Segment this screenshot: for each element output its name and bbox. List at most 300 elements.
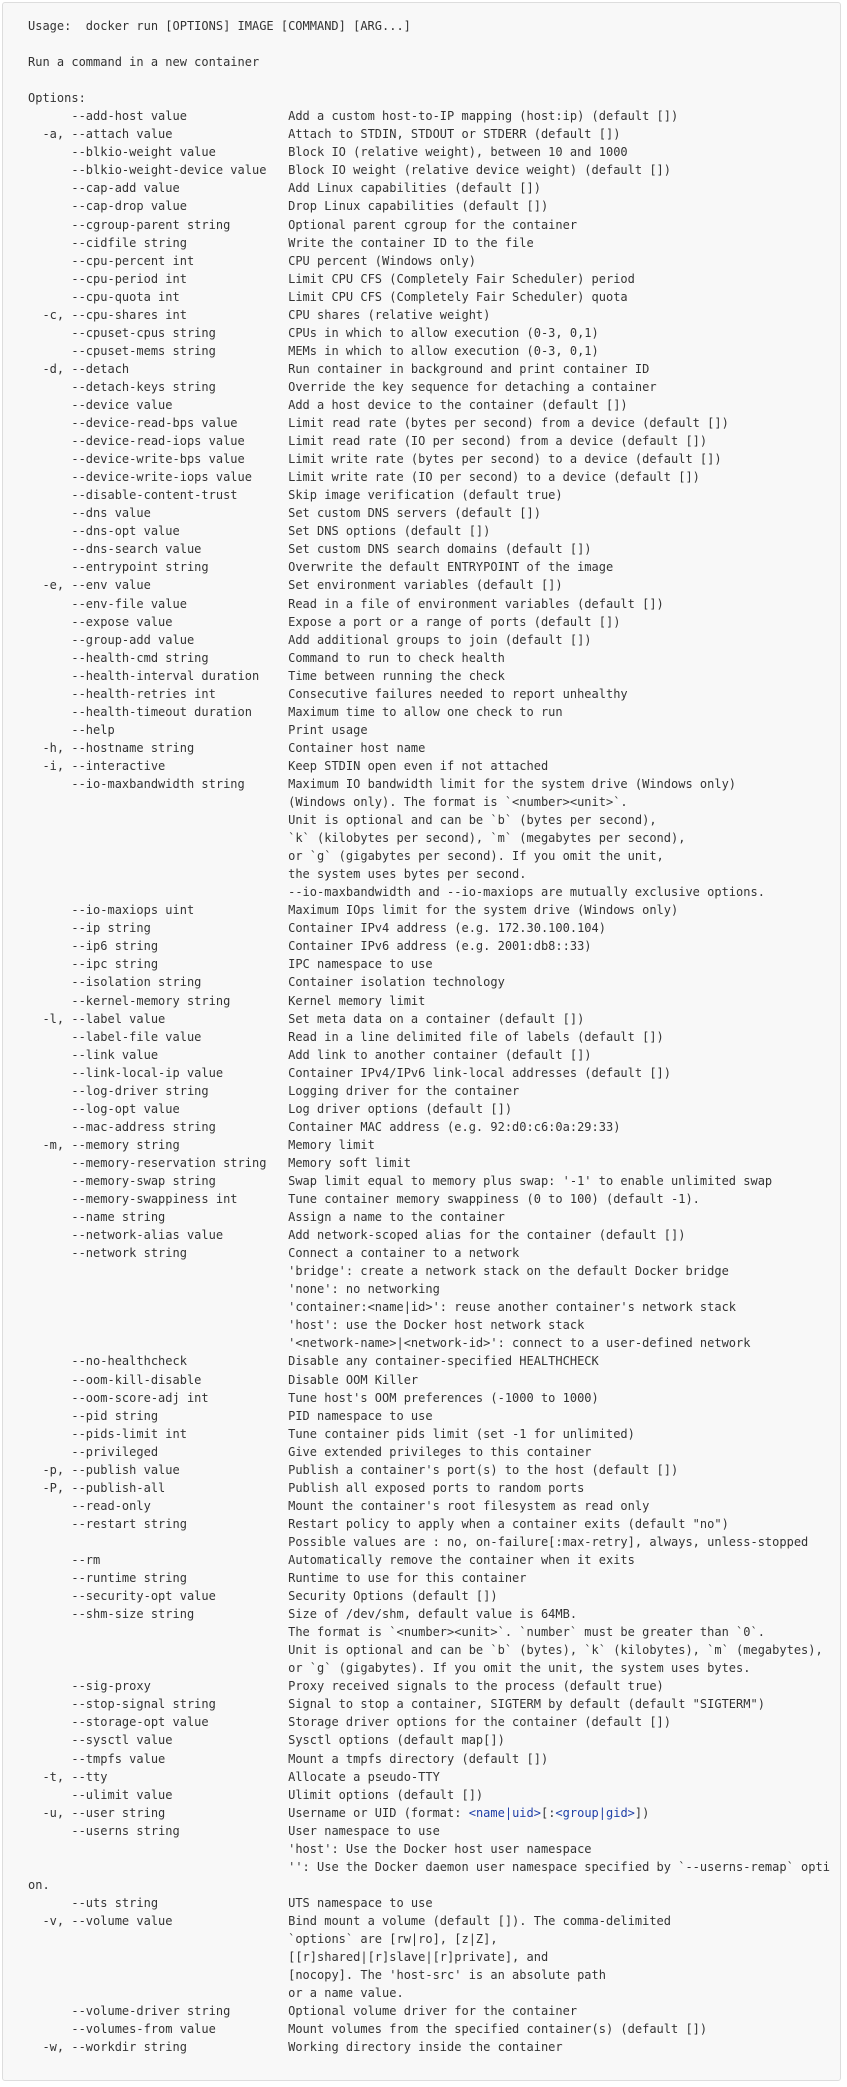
option-description: Run container in background and print container ID: [288, 361, 650, 376]
option-flag: --link value: [28, 1047, 289, 1062]
option-flag: --dns-opt value: [28, 524, 289, 539]
option-flag: --group-add value: [28, 632, 289, 647]
option-description: --io-maxbandwidth and --io-maxiops are mutually exclusive options.: [288, 885, 765, 900]
option-row: [28, 504, 840, 522]
option-row: [28, 1569, 840, 1587]
option-flag: [28, 1950, 288, 1964]
option-description: Add a host device to the container (default []): [288, 397, 628, 412]
option-row: [28, 1371, 840, 1389]
option-description: Add Linux capabilities (default []): [288, 181, 541, 196]
option-row: [28, 1479, 840, 1497]
option-description: Publish all exposed ports to random ports: [288, 1480, 585, 1495]
option-flag: --ip6 string: [28, 939, 289, 954]
option-row: [28, 1136, 840, 1154]
option-flag: --env-file value: [28, 596, 289, 611]
option-row: [28, 1443, 840, 1461]
placeholder-token: <group|gid>: [555, 1805, 635, 1820]
option-row: [28, 1894, 840, 1912]
option-description: PID namespace to use: [288, 1408, 433, 1423]
option-description: on.: [28, 1877, 50, 1892]
option-description: Sysctl options (default map[]): [288, 1733, 505, 1748]
option-flag: [28, 1336, 288, 1350]
option-flag: [28, 1625, 288, 1639]
option-flag: [28, 1643, 288, 1657]
option-description: Command to run to check health: [288, 650, 505, 665]
option-description: Limit CPU CFS (Completely Fair Scheduler) quota: [288, 289, 628, 304]
option-description: Unit is optional and can be `b` (bytes), `k` (kilobytes), `m` (megabytes),: [288, 1643, 823, 1658]
option-description: Drop Linux capabilities (default []): [288, 199, 549, 214]
option-flag: --ip string: [28, 921, 289, 936]
option-flag: -a, --attach value: [28, 127, 289, 142]
option-description: Tune host's OOM preferences (-1000 to 1000): [288, 1390, 599, 1405]
option-row: [28, 1858, 840, 1876]
option-row: [28, 1100, 840, 1118]
option-row: [28, 1244, 840, 1262]
option-row: [28, 1930, 840, 1948]
option-flag: --entrypoint string: [28, 560, 289, 575]
option-description: Kernel memory limit: [288, 993, 426, 1008]
option-flag: [28, 1932, 288, 1946]
option-row: [28, 576, 840, 594]
option-row: [28, 1804, 840, 1822]
option-flag: -l, --label value: [28, 1011, 289, 1026]
option-description: `k` (kilobytes per second), `m` (megabytes per second),: [288, 831, 686, 846]
option-description: Disable any container-specified HEALTHCHECK: [288, 1354, 599, 1369]
option-flag: [28, 849, 288, 863]
option-flag: --help: [28, 722, 289, 737]
option-row: [28, 649, 840, 667]
option-row: [28, 739, 840, 757]
option-description: Read in a file of environment variables (default []): [288, 596, 664, 611]
usage-line: Usage: docker run [OPTIONS] IMAGE [COMMAND] [ARG...]: [28, 19, 411, 33]
option-flag: --rm: [28, 1552, 289, 1567]
option-flag: --health-interval duration: [28, 668, 289, 683]
option-row: [28, 1966, 840, 1984]
option-row: [28, 161, 840, 179]
option-description: Set environment variables (default []): [288, 578, 563, 593]
option-row: [28, 342, 840, 360]
option-row: [28, 288, 840, 306]
option-row: [28, 1352, 840, 1370]
option-row: [28, 252, 840, 270]
option-row: [28, 2020, 840, 2038]
option-description: Limit read rate (bytes per second) from a device (default []): [288, 416, 729, 431]
option-flag: --io-maxbandwidth string: [28, 776, 289, 791]
option-description: Memory soft limit: [288, 1155, 411, 1170]
option-flag: --no-healthcheck: [28, 1354, 289, 1369]
option-description: (Windows only). The format is `<number><unit>`.: [288, 795, 628, 810]
option-description: Set DNS options (default []): [288, 524, 491, 539]
option-row: [28, 811, 840, 829]
option-flag: --sysctl value: [28, 1733, 289, 1748]
option-row: [28, 1551, 840, 1569]
option-description: Attach to STDIN, STDOUT or STDERR (default []): [288, 127, 621, 142]
option-description: Block IO (relative weight), between 10 and 1000: [288, 145, 628, 160]
option-description: Possible values are : no, on-failure[:max-retry], always, unless-stopped: [288, 1534, 809, 1549]
option-description: Add network-scoped alias for the container (default []): [288, 1228, 686, 1243]
option-description: Mount volumes from the specified container(s) (default []): [288, 2022, 708, 2037]
option-flag: [28, 1535, 288, 1549]
option-flag: --stop-signal string: [28, 1697, 289, 1712]
option-row: [28, 1064, 840, 1082]
option-flag: [28, 1318, 288, 1332]
option-flag: --cap-add value: [28, 181, 289, 196]
option-flag: [28, 813, 288, 827]
option-description: Disable OOM Killer: [288, 1372, 419, 1387]
option-description: Print usage: [288, 722, 368, 737]
option-description: Username or UID (format: <name|uid>[:<group|gid>]): [288, 1805, 650, 1820]
option-flag: --ulimit value: [28, 1787, 289, 1802]
option-flag: -e, --env value: [28, 578, 289, 593]
option-row: [28, 1154, 840, 1172]
option-description: Give extended privileges to this container: [288, 1444, 592, 1459]
option-row: [28, 107, 840, 125]
option-description: Restart policy to apply when a container exits (default "no"): [288, 1516, 729, 1531]
blank-line: [28, 71, 840, 89]
option-flag: [28, 1842, 288, 1856]
option-description: Ulimit options (default []): [288, 1787, 484, 1802]
option-description: Swap limit equal to memory plus swap: '-1' to enable unlimited swap: [288, 1174, 773, 1188]
option-flag: -v, --volume value: [28, 1913, 289, 1928]
option-row: [28, 1659, 840, 1677]
option-row: [28, 432, 840, 450]
option-description: Mount the container's root filesystem as read only: [288, 1498, 650, 1513]
option-flag: --io-maxiops uint: [28, 903, 289, 918]
option-row: [28, 1786, 840, 1804]
option-row: [28, 486, 840, 504]
option-flag: --dns value: [28, 506, 289, 521]
option-row: [28, 1226, 840, 1244]
option-description: Limit CPU CFS (Completely Fair Scheduler) period: [288, 271, 635, 286]
option-description: Time between running the check: [288, 668, 505, 683]
option-flag: --add-host value: [28, 109, 289, 124]
option-row: [28, 1407, 840, 1425]
option-flag: --cpu-quota int: [28, 289, 289, 304]
option-description: Expose a port or a range of ports (default []): [288, 614, 621, 629]
option-flag: --blkio-weight-device value: [28, 163, 289, 178]
option-flag: --device value: [28, 397, 289, 412]
option-row: [28, 1948, 840, 1966]
option-flag: --health-cmd string: [28, 650, 289, 665]
option-row: [28, 667, 840, 685]
option-flag: --oom-score-adj int: [28, 1390, 289, 1405]
option-row: [28, 1695, 840, 1713]
option-row: [28, 1605, 840, 1623]
option-row: [28, 1316, 840, 1334]
option-flag: --log-opt value: [28, 1101, 289, 1116]
option-flag: --name string: [28, 1210, 289, 1225]
option-row: [28, 1497, 840, 1515]
option-row: [28, 685, 840, 703]
docker-run-help-code-block: [2, 2, 841, 2081]
option-row: [28, 1533, 840, 1551]
option-description: Skip image verification (default true): [288, 488, 563, 503]
option-row: [28, 1118, 840, 1136]
option-flag: -t, --tty: [28, 1769, 289, 1784]
blank-line: [28, 35, 840, 53]
options-list: [28, 107, 840, 2056]
options-header: Options:: [28, 91, 86, 106]
option-row: [28, 1262, 840, 1280]
option-description: Container IPv4 address (e.g. 172.30.100.104): [288, 921, 606, 936]
option-row: [28, 306, 840, 324]
option-flag: --tmpfs value: [28, 1751, 289, 1766]
option-flag: --restart string: [28, 1516, 289, 1531]
option-row: [28, 378, 840, 396]
option-flag: --sig-proxy: [28, 1679, 289, 1694]
option-description: 'none': no networking: [288, 1282, 440, 1297]
option-flag: --volumes-from value: [28, 2022, 289, 2037]
option-row: [28, 1713, 840, 1731]
option-flag: -p, --publish value: [28, 1462, 289, 1477]
option-row: [28, 468, 840, 486]
option-flag: --network string: [28, 1246, 289, 1261]
option-flag: --network-alias value: [28, 1228, 289, 1243]
option-description: Limit write rate (IO per second) to a device (default []): [288, 470, 700, 485]
option-row: [28, 1298, 840, 1316]
option-row: [28, 234, 840, 252]
option-row: [28, 1623, 840, 1641]
option-description: Proxy received signals to the process (default true): [288, 1679, 664, 1694]
option-description: 'container:<name|id>': reuse another container's network stack: [288, 1300, 737, 1315]
option-description: CPU shares (relative weight): [288, 307, 491, 322]
option-flag: -w, --workdir string: [28, 2040, 289, 2055]
option-flag: --ipc string: [28, 957, 289, 972]
option-row: [28, 540, 840, 558]
option-description: Bind mount a volume (default []). The comma-delimited: [288, 1913, 671, 1928]
option-row: [28, 1461, 840, 1479]
option-flag: -i, --interactive: [28, 758, 289, 773]
option-description: MEMs in which to allow execution (0-3, 0,1): [288, 343, 599, 358]
option-row: [28, 197, 840, 215]
option-description: Allocate a pseudo-TTY: [288, 1769, 440, 1784]
option-description: '': Use the Docker daemon user namespace specified by `--userns-remap` opti: [288, 1859, 830, 1874]
option-description: Limit write rate (bytes per second) to a device (default []): [288, 452, 722, 467]
option-description: Add link to another container (default []): [288, 1047, 592, 1062]
option-description: 'host': Use the Docker host user namespace: [288, 1841, 592, 1856]
option-flag: --blkio-weight value: [28, 145, 289, 160]
option-flag: --device-read-iops value: [28, 434, 289, 449]
option-row: [28, 937, 840, 955]
option-row: [28, 1731, 840, 1749]
option-flag: [28, 831, 288, 845]
option-description: Signal to stop a container, SIGTERM by default (default "SIGTERM"): [288, 1697, 765, 1712]
option-description: Read in a line delimited file of labels (default []): [288, 1029, 664, 1044]
option-flag: --volume-driver string: [28, 2004, 289, 2019]
option-flag: --cpuset-mems string: [28, 343, 289, 358]
option-row: [28, 1515, 840, 1533]
command-description: Run a command in a new container: [28, 55, 260, 70]
option-description: '<network-name>|<network-id>': connect to a user-defined network: [288, 1336, 751, 1351]
option-row: [28, 992, 840, 1010]
option-flag: --expose value: [28, 614, 289, 629]
option-description: Tune container pids limit (set -1 for unlimited): [288, 1426, 635, 1441]
option-row: [28, 793, 840, 811]
option-row: [28, 143, 840, 161]
option-flag: [28, 867, 288, 881]
option-flag: --dns-search value: [28, 542, 289, 557]
option-description: Logging driver for the container: [288, 1083, 520, 1098]
option-row: [28, 1984, 840, 2002]
option-row: [28, 1840, 840, 1858]
option-flag: -h, --hostname string: [28, 740, 289, 755]
option-row: [28, 1822, 840, 1840]
option-row: [28, 1425, 840, 1443]
option-description: Write the container ID to the file: [288, 235, 534, 250]
option-row: [28, 775, 840, 793]
option-flag: [28, 1661, 288, 1675]
option-description: [nocopy]. The 'host-src' is an absolute path: [288, 1968, 606, 1983]
option-description: Log driver options (default []): [288, 1101, 513, 1116]
option-description: 'host': use the Docker host network stack: [288, 1318, 585, 1333]
option-description: Container isolation technology: [288, 975, 505, 990]
option-flag: --isolation string: [28, 975, 289, 990]
option-flag: -m, --memory string: [28, 1137, 289, 1152]
option-row: [28, 1389, 840, 1407]
option-flag: [28, 1282, 288, 1296]
option-description: Add additional groups to join (default []): [288, 632, 592, 647]
option-description: UTS namespace to use: [288, 1895, 433, 1910]
option-flag: --cpu-percent int: [28, 253, 289, 268]
option-row: [28, 1768, 840, 1786]
option-flag: --device-write-bps value: [28, 452, 289, 467]
option-flag: --cidfile string: [28, 235, 289, 250]
option-description: Container MAC address (e.g. 92:d0:c6:0a:29:33): [288, 1119, 621, 1134]
option-row: [28, 1280, 840, 1298]
option-flag: --oom-kill-disable: [28, 1372, 289, 1387]
option-flag: --userns string: [28, 1823, 289, 1838]
option-description: Overwrite the default ENTRYPOINT of the image: [288, 560, 614, 575]
option-row: [28, 1641, 840, 1659]
option-description: Maximum time to allow one check to run: [288, 704, 563, 719]
option-description: Limit read rate (IO per second) from a device (default []): [288, 434, 708, 449]
option-description: Size of /dev/shm, default value is 64MB.: [288, 1607, 578, 1622]
option-row: [28, 179, 840, 197]
option-description: Unit is optional and can be `b` (bytes per second),: [288, 813, 657, 828]
option-row: [28, 522, 840, 540]
option-row: [28, 396, 840, 414]
option-row: [28, 919, 840, 937]
option-description: Security Options (default []): [288, 1589, 498, 1604]
option-flag: --memory-reservation string: [28, 1155, 289, 1170]
option-flag: --disable-content-trust: [28, 488, 289, 503]
option-description: CPUs in which to allow execution (0-3, 0,1): [288, 325, 599, 340]
option-row: [28, 1677, 840, 1695]
option-row: [28, 1028, 840, 1046]
option-flag: -c, --cpu-shares int: [28, 307, 289, 322]
option-row: [28, 721, 840, 739]
option-row: [28, 216, 840, 234]
option-description: Consecutive failures needed to report unhealthy: [288, 686, 628, 701]
option-row: [28, 1208, 840, 1226]
option-row: [28, 595, 840, 613]
option-flag: -u, --user string: [28, 1805, 289, 1820]
option-description: Assign a name to the container: [288, 1210, 505, 1225]
option-row: [28, 757, 840, 775]
option-description: [[r]shared|[r]slave|[r]private], and: [288, 1950, 549, 1965]
option-description: Maximum IO bandwidth limit for the system drive (Windows only): [288, 776, 737, 791]
option-flag: -d, --detach: [28, 361, 289, 376]
option-flag: [28, 1264, 288, 1278]
option-flag: --storage-opt value: [28, 1715, 289, 1730]
option-description: Container IPv6 address (e.g. 2001:db8::33): [288, 939, 592, 954]
option-flag: -P, --publish-all: [28, 1480, 289, 1495]
option-row: [28, 829, 840, 847]
option-flag: --health-retries int: [28, 686, 289, 701]
option-description: Set custom DNS search domains (default []): [288, 542, 592, 557]
option-row: [28, 1082, 840, 1100]
option-flag: --cgroup-parent string: [28, 217, 289, 232]
option-flag: --mac-address string: [28, 1119, 289, 1134]
option-description: Tune container memory swappiness (0 to 100) (default -1).: [288, 1192, 700, 1207]
option-row: [28, 2038, 840, 2056]
option-row: [28, 1190, 840, 1208]
option-row: [28, 901, 840, 919]
option-description: the system uses bytes per second.: [288, 867, 527, 882]
option-description: Storage driver options for the container (default []): [288, 1715, 671, 1730]
option-description: or a name value.: [288, 1986, 404, 2001]
option-description: Automatically remove the container when it exits: [288, 1552, 635, 1567]
option-row: [28, 558, 840, 576]
option-row: [28, 865, 840, 883]
option-flag: --device-read-bps value: [28, 416, 289, 431]
option-description: CPU percent (Windows only): [288, 253, 476, 268]
option-row: [28, 847, 840, 865]
option-flag: --runtime string: [28, 1571, 289, 1586]
option-row: [28, 450, 840, 468]
option-description: Publish a container's port(s) to the host (default []): [288, 1462, 679, 1477]
option-flag: --detach-keys string: [28, 379, 289, 394]
option-row: [28, 360, 840, 378]
option-description: The format is `<number><unit>`. `number` must be greater than `0`.: [288, 1625, 765, 1640]
option-flag: --memory-swap string: [28, 1174, 289, 1188]
option-flag: --kernel-memory string: [28, 993, 289, 1008]
option-description: Maximum IOps limit for the system drive (Windows only): [288, 903, 679, 918]
option-row: [28, 1334, 840, 1352]
option-flag: --cpu-period int: [28, 271, 289, 286]
option-description: 'bridge': create a network stack on the default Docker bridge: [288, 1264, 729, 1279]
option-flag: [28, 1300, 288, 1314]
option-row: [28, 631, 840, 649]
option-row: [28, 1046, 840, 1064]
option-description: Set meta data on a container (default []): [288, 1011, 585, 1026]
option-description: Set custom DNS servers (default []): [288, 506, 541, 521]
option-description: Optional volume driver for the container: [288, 2004, 578, 2019]
placeholder-token: <name|uid>: [468, 1805, 541, 1820]
option-description: or `g` (gigabytes). If you omit the unit, the system uses bytes.: [288, 1661, 751, 1676]
option-row: [28, 125, 840, 143]
option-flag: --memory-swappiness int: [28, 1192, 289, 1207]
option-flag: --link-local-ip value: [28, 1065, 289, 1080]
option-flag: --privileged: [28, 1444, 289, 1459]
option-description: Connect a container to a network: [288, 1246, 520, 1261]
option-description: Block IO weight (relative device weight) (default []): [288, 163, 671, 178]
option-flag: --uts string: [28, 1895, 289, 1910]
option-row: [28, 1010, 840, 1028]
option-row: [28, 2002, 840, 2020]
option-description: Working directory inside the container: [288, 2040, 563, 2055]
option-flag: --pid string: [28, 1408, 289, 1423]
option-row: [28, 883, 840, 901]
option-flag: --cap-drop value: [28, 199, 289, 214]
option-flag: --security-opt value: [28, 1589, 289, 1604]
option-description: or `g` (gigabytes per second). If you omit the unit,: [288, 849, 664, 864]
option-row: [28, 414, 840, 432]
option-row: [28, 1172, 840, 1190]
option-row: [28, 703, 840, 721]
option-flag: --log-driver string: [28, 1083, 289, 1098]
option-flag: --device-write-iops value: [28, 470, 289, 485]
